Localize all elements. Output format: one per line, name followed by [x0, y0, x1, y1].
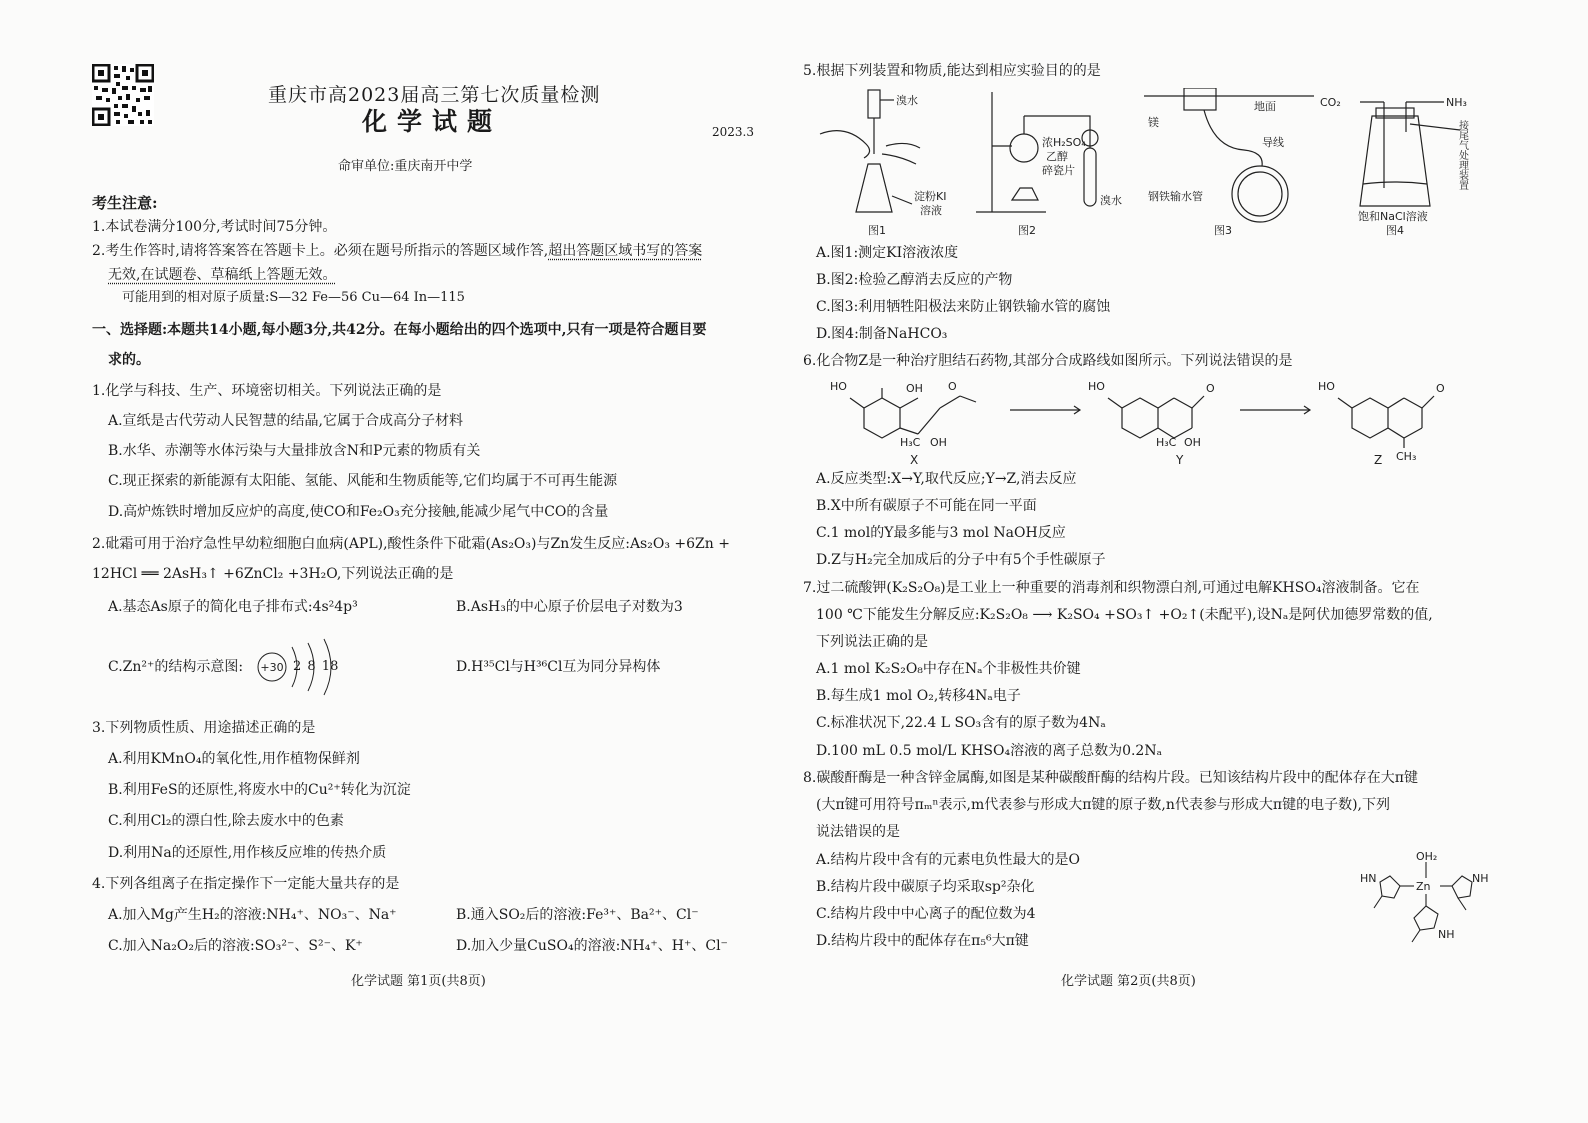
x-oh2-label: OH: [930, 436, 947, 449]
q4-stem: 4.下列各组离子在指定操作下一定能大量共存的是: [92, 876, 400, 892]
q8-stem-cont-2: 说法错误的是: [816, 824, 900, 840]
q7-option-a[interactable]: A.1 mol K₂S₂O₈中存在Nₐ个非极性共价键: [816, 661, 1081, 677]
x-h3c-label: H₃C: [900, 436, 921, 449]
z-o-label: O: [1436, 382, 1445, 395]
figure-2-elimination: [972, 88, 1128, 240]
q8-stem: 8.碳酸酐酶是一种含锌金属酶,如图是某种碳酸酐酶的结构片段。已知该结构片段中的配体存在大π键: [803, 770, 1419, 786]
q7-option-d[interactable]: D.100 mL 0.5 mol/L KHSO₄溶液的离子总数为0.2Nₐ: [816, 743, 1162, 759]
zn-nucleus-charge: +30: [260, 661, 284, 674]
zn-shell-electrons: 2 8 18: [293, 659, 339, 674]
fig4-solution-label: 饱和NaCl溶液: [1358, 210, 1428, 223]
qr-code-icon: [92, 64, 154, 126]
q6-synthesis-route-diagram: [830, 374, 1510, 468]
notice-item-2: 2.考生作答时,请将答案答在答题卡上。必须在题号所指示的答题区域作答,超出答题区域书写的答案: [92, 243, 703, 259]
fig3-mg-label: 镁: [1148, 116, 1159, 129]
fig1-bromine-label: 溴水: [896, 94, 918, 107]
q5-stem: 5.根据下列装置和物质,能达到相应实验目的的是: [803, 63, 1101, 79]
fig1-caption: 图1: [868, 224, 886, 237]
fig2-caption: 图2: [1018, 224, 1036, 237]
q3-option-a[interactable]: A.利用KMnO₄的氧化性,用作植物保鲜剂: [108, 751, 360, 767]
q2-option-a[interactable]: A.基态As原子的简化电子排布式:4s²4p³: [108, 599, 358, 615]
q3-option-c[interactable]: C.利用Cl₂的漂白性,除去废水中的色素: [108, 813, 344, 829]
fig2-reagent-2: 乙醇: [1046, 150, 1068, 163]
notice-heading: 考生注意:: [92, 194, 158, 212]
y-ho-label: HO: [1088, 380, 1105, 393]
q6-option-b[interactable]: B.X中所有碳原子不可能在同一平面: [816, 498, 1037, 514]
q2-option-c[interactable]: C.Zn²⁺的结构示意图:: [108, 659, 244, 675]
y-oh-label: OH: [1184, 436, 1201, 449]
x-o-label: O: [948, 380, 957, 393]
figure-1-titration: [816, 84, 966, 240]
q5-option-a[interactable]: A.图1:测定KI溶液浓度: [816, 245, 959, 261]
imidazole-nh-label-1: NH: [1472, 872, 1489, 885]
q5-option-d[interactable]: D.图4:制备NaHCO₃: [816, 326, 948, 342]
q5-option-c[interactable]: C.图3:利用牺牲阳极法来防止钢铁输水管的腐蚀: [816, 299, 1111, 315]
imidazole-nh-label-2: NH: [1438, 928, 1455, 941]
q2-stem-cont: 12HCl ══ 2AsH₃↑ +6ZnCl₂ +3H₂O,下列说法正确的是: [92, 566, 454, 582]
fig1-solution-label-2: 溶液: [920, 204, 942, 217]
q3-option-d[interactable]: D.利用Na的还原性,用作核反应堆的传热介质: [108, 845, 387, 861]
q4-option-b[interactable]: B.通入SO₂后的溶液:Fe³⁺、Ba²⁺、Cl⁻: [456, 907, 699, 923]
y-h3c-label: H₃C: [1156, 436, 1177, 449]
figure-4-nahco3: [1320, 88, 1490, 240]
q5-option-b[interactable]: B.图2:检验乙醇消去反应的产物: [816, 272, 1013, 288]
q4-option-c[interactable]: C.加入Na₂O₂后的溶液:SO₃²⁻、S²⁻、K⁺: [108, 938, 363, 954]
section-1-instruction-cont: 求的。: [108, 352, 150, 368]
q2-option-b[interactable]: B.AsH₃的中心原子价层电子对数为3: [456, 599, 683, 615]
q7-stem-cont: 100 ℃下能发生分解反应:K₂S₂O₈ ⟶ K₂SO₄ +SO₃↑ +O₂↑(未配平),设Nₐ是阿伏加德罗常数的值,: [816, 607, 1433, 623]
q7-stem-cont-2: 下列说法正确的是: [816, 634, 928, 650]
q6-option-a[interactable]: A.反应类型:X→Y,取代反应;Y→Z,消去反应: [816, 471, 1077, 487]
q3-stem: 3.下列物质性质、用途描述正确的是: [92, 720, 316, 736]
q6-stem: 6.化合物Z是一种治疗胆结石药物,其部分合成路线如图所示。下列说法错误的是: [803, 353, 1293, 369]
fig4-caption: 图4: [1386, 224, 1404, 237]
q1-option-b[interactable]: B.水华、赤潮等水体污染与大量排放含N和P元素的物质有关: [108, 443, 481, 459]
q7-option-c[interactable]: C.标准状况下,22.4 L SO₃含有的原子数为4Nₐ: [816, 715, 1106, 731]
q6-option-c[interactable]: C.1 mol的Y最多能与3 mol NaOH反应: [816, 525, 1066, 541]
notice-item-1: 1.本试卷满分100分,考试时间75分钟。: [92, 219, 337, 235]
exam-date: 2023.3: [712, 125, 754, 139]
x-oh-label: OH: [906, 382, 923, 395]
fig2-bromine-label: 溴水: [1100, 194, 1122, 207]
compound-x-label: X: [910, 453, 919, 467]
q1-option-c[interactable]: C.现正探索的新能源有太阳能、氢能、风能和生物质能等,它们均属于不可再生能源: [108, 473, 618, 489]
q4-option-a[interactable]: A.加入Mg产生H₂的溶液:NH₄⁺、NO₃⁻、Na⁺: [108, 907, 397, 923]
q8-stem-cont: (大π键可用符号πₘⁿ表示,m代表参与形成大π键的原子数,n代表参与形成大π键的电子数),下列: [816, 797, 1391, 813]
q8-option-b[interactable]: B.结构片段中碳原子均采取sp²杂化: [816, 879, 1035, 895]
q1-option-d[interactable]: D.高炉炼铁时增加反应炉的高度,使CO和Fe₂O₃充分接触,能减少尾气中CO的含量: [108, 504, 609, 520]
y-o-label: O: [1206, 382, 1215, 395]
compound-z-label: Z: [1374, 453, 1383, 467]
q4-option-d[interactable]: D.加入少量CuSO₄的溶液:NH₄⁺、H⁺、Cl⁻: [456, 938, 728, 954]
fig2-reagent-3: 碎瓷片: [1042, 164, 1075, 177]
page-2: [800, 0, 1588, 1123]
q3-option-b[interactable]: B.利用FeS的还原性,将废水中的Cu²⁺转化为沉淀: [108, 782, 411, 798]
fig2-reagent-1: 浓H₂SO₄: [1042, 136, 1086, 149]
q8-option-c[interactable]: C.结构片段中中心离子的配位数为4: [816, 906, 1036, 922]
compound-y-label: Y: [1176, 453, 1184, 467]
footer-page-1: 化学试题 第1页(共8页): [351, 974, 486, 989]
section-1-instruction: 一、选择题:本题共14小题,每小题3分,共42分。在每小题给出的四个选项中,只有一项是符合题目要: [92, 322, 707, 338]
z-ch3-label: CH₃: [1396, 450, 1417, 463]
fig3-caption: 图3: [1214, 224, 1232, 237]
fig3-pipe-label: 钢铁输水管: [1148, 190, 1203, 203]
fig4-co2-label: CO₂: [1320, 96, 1341, 109]
imidazole-hn-label: HN: [1360, 872, 1377, 885]
fig4-tail-gas-label: 接尾气处理装置: [1456, 120, 1468, 190]
q7-stem: 7.过二硫酸钾(K₂S₂O₈)是工业上一种重要的消毒剂和织物漂白剂,可通过电解KHSO₄溶液制备。它在: [803, 580, 1420, 596]
figure-3-cathodic-protection: [1144, 88, 1320, 240]
zinc-complex-structure-diagram: [1360, 846, 1500, 950]
q1-stem: 1.化学与科技、生产、环境密切相关。下列说法正确的是: [92, 383, 442, 399]
atomic-masses: 可能用到的相对原子质量:S—32 Fe—56 Cu—64 In—115: [122, 290, 465, 305]
fig3-wire-label: 导线: [1262, 136, 1284, 149]
fig3-ground-label: 地面: [1254, 100, 1276, 113]
q7-option-b[interactable]: B.每生成1 mol O₂,转移4Nₐ电子: [816, 688, 1021, 704]
setter-line: 命审单位:重庆南开中学: [338, 159, 473, 174]
q8-option-d[interactable]: D.结构片段中的配体存在π₅⁶大π键: [816, 933, 1029, 949]
z-ho-label: HO: [1318, 380, 1335, 393]
subject-title: 化学试题: [362, 107, 503, 136]
fig4-nh3-label: NH₃: [1446, 96, 1467, 109]
q6-option-d[interactable]: D.Z与H₂完全加成后的分子中有5个手性碳原子: [816, 552, 1106, 568]
q2-option-d[interactable]: D.H³⁵Cl与H³⁶Cl互为同分异构体: [456, 659, 661, 675]
zinc-center-label: Zn: [1416, 880, 1431, 893]
fig1-solution-label-1: 淀粉KI: [914, 190, 947, 203]
notice-item-2-cont: 无效,在试题卷、草稿纸上答题无效。: [108, 267, 337, 283]
q2-stem: 2.砒霜可用于治疗急性早幼粒细胞白血病(APL),酸性条件下砒霜(As₂O₃)与Zn发生反应:As₂O₃ +6Zn +: [92, 536, 730, 552]
exam-title: 重庆市高2023届高三第七次质量检测: [268, 84, 601, 106]
x-ho-label: HO: [830, 380, 847, 393]
q1-option-a[interactable]: A.宣纸是古代劳动人民智慧的结晶,它属于合成高分子材料: [108, 413, 464, 429]
aqua-ligand-label: OH₂: [1416, 850, 1438, 863]
footer-page-2: 化学试题 第2页(共8页): [1061, 974, 1196, 989]
q8-option-a[interactable]: A.结构片段中含有的元素电负性最大的是O: [816, 852, 1081, 868]
